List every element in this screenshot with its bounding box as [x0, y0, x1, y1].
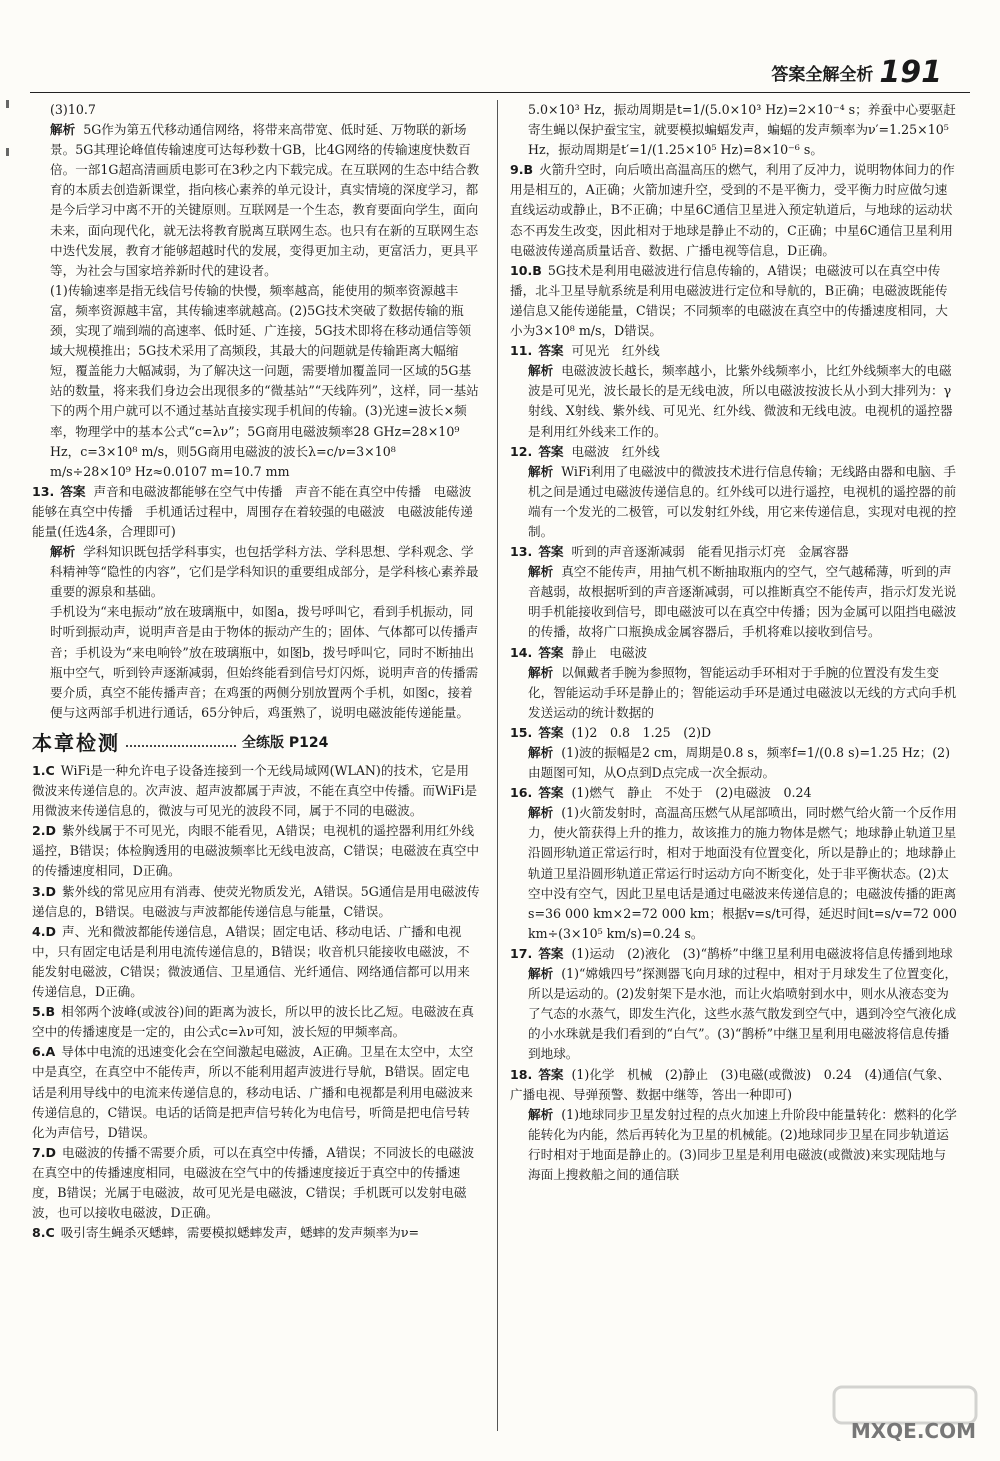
item-text: 紫外线的常见应用有消毒、使荧光物质发光，A错误。5G通信是用电磁波传递信息的，B错误。电磁波与声波都能传递信息与能量，C错误。	[32, 883, 480, 919]
answer-item	[32, 882, 480, 922]
answer-item	[510, 100, 958, 160]
item-text: WiFi是一种允许电子设备连接到一个无线局域网(WLAN)的技术，它是用微波来传递信息的。次声波、超声波都属于声波，不能在真空中传播。而WiFi是用微波来传递信息的，微波与可见光的波段不同，属于不同的电磁波。	[32, 763, 478, 819]
column-divider	[497, 100, 498, 1431]
item-text: 电磁波 红外线	[571, 443, 660, 459]
item-text: 可见光 红外线	[571, 343, 660, 359]
page-number: 191	[879, 54, 942, 90]
margin-marks	[6, 100, 14, 196]
answer-item	[510, 1065, 958, 1105]
answer-item	[32, 482, 480, 542]
item-tag: 答案	[538, 644, 564, 660]
question-number: 1.C	[32, 763, 55, 778]
item-text: WiFi利用了电磁波中的微波技术进行信息传输；无线路由器和电脑、手机之间是通过电磁波传递信息的。红外线可以进行遥控，电视机的遥控器的前端有一个发光的二极管，可以发射红外线，用它来传递信息，实现对电视的控制。	[528, 463, 957, 539]
question-number: 11.	[510, 343, 533, 359]
item-tag: 解析	[528, 1106, 554, 1122]
item-tag: 答案	[538, 343, 564, 359]
question-number: 7.D	[32, 1144, 57, 1160]
answer-item	[32, 120, 480, 281]
answer-item	[510, 462, 958, 542]
answer-item	[510, 361, 958, 441]
question-number: 10.B	[510, 262, 542, 278]
item-text: 静止 电磁波	[571, 644, 648, 660]
header-title: 答案全解全析	[771, 64, 874, 85]
item-tag: 答案	[538, 544, 564, 560]
question-number: 16.	[510, 785, 533, 801]
answer-item	[32, 602, 480, 723]
item-text: (1)传输速率是指无线信号传输的快慢，频率越高，能使用的频率资源越丰富，频率资源越丰富，其传输速率就越高。(2)5G技术突破了数据传输的瓶颈，实现了端到端的高速率、低时延、广连接，5G技术即将在移动通信等领域大规模推出；5G技术采用了高频段，其最大的问题就是传输距离大幅缩短，覆盖能力大幅减弱，为了解决这一问题，需要增加覆盖同一区域的5G基站的数量，将来我们身边会出现很多的“微基站”“天线阵列”，这样，同一基站下的两个用户就可以不通过基站直接实现手机间的传输。(3)光速=波长×频率，物理学中的基本公式“c=λν”；5G商用电磁波频率28 GHz=28×10⁹ Hz，c=3×10⁸ m/s，则5G商用电磁波的波长λ=c/ν=3×10⁸ m/s÷28×10⁹ Hz≈0.0107 m=10.7 mm	[50, 282, 479, 479]
item-text: 吸引寄生蝇杀灭蟋蟀，需要模拟蟋蟀发声，蟋蟀的发声频率为ν=	[60, 1225, 420, 1241]
item-text: 听到的声音逐渐减弱 能看见指示灯亮 金属容器	[571, 544, 849, 560]
answer-item	[510, 643, 958, 663]
answer-item	[510, 542, 958, 562]
item-tag: 答案	[538, 1066, 564, 1082]
answer-item	[510, 160, 958, 260]
item-tag: 解析	[50, 122, 76, 138]
item-text: 真空不能传声，用抽气机不断抽取瓶内的空气，空气越稀薄，听到的声音越弱，故根据听到的声音逐渐减弱，可以推断真空不能传声，指示灯发光说明手机能接收到信号，即电磁波可以在真空中传播；因为金属可以阻挡电磁波的传播，故将广口瓶换成金属容器后，手机将难以接收到信号。	[528, 564, 957, 640]
answer-item	[510, 783, 958, 803]
item-tag: 答案	[538, 443, 564, 459]
item-text: 学科知识既包括学科事实，也包括学科方法、学科思想、学科观念、学科精神等“隐性的内容”，它们是学科知识的重要组成部分，是学科核心素养最重要的源泉和基础。	[50, 544, 479, 600]
answer-item	[32, 1042, 480, 1142]
answer-item	[32, 1143, 480, 1223]
right-column	[510, 100, 958, 1185]
question-number: 13.	[32, 483, 55, 499]
question-number: 18.	[510, 1066, 533, 1082]
item-text: 火箭升空时，向后喷出高温高压的燃气，利用了反冲力，说明物体间力的作用是相互的，A正确；火箭加速升空，受到的不是平衡力，受平衡力时应做匀速直线运动或静止，B不正确；中星6C通信卫星进入预定轨道后，与地球的运动状态不再发生改变，因此相对于地球是静止不动的，C正确；中星6C通信卫星利用电磁波传递高质量话音、数据、广播电视等信息，D正确。	[510, 162, 955, 258]
item-tag: 答案	[60, 483, 86, 499]
watermark-text: MXQE.COM	[850, 1419, 976, 1443]
question-number: 9.B	[510, 162, 534, 178]
item-text: (3)10.7	[50, 102, 96, 117]
answer-item	[510, 964, 958, 1064]
answer-item	[32, 100, 480, 120]
section-ref: 全练版 P124	[242, 734, 329, 751]
item-text: 声音和电磁波都能够在空气中传播 声音不能在真空中传播 电磁波能够在真空中传播 手机通话过程中，周围存在着较强的电磁波 电磁波能传递能量(任选4条，合理即可)	[32, 483, 473, 539]
answer-item	[510, 743, 958, 783]
item-text: (1)运动 (2)液化 (3)“鹊桥”中继卫星利用电磁波将信息传播到地球	[571, 945, 953, 961]
item-text: 5G技术是利用电磁波进行信息传输的，A错误；电磁波可以在真空中传播，北斗卫星导航系统是利用电磁波进行定位和导航的，B正确；电磁波既能传递信息又能传递能量，C错误；不同频率的电磁波在真空中的传播速度相同，大小为3×10⁸ m/s，D错误。	[510, 262, 948, 339]
answer-item	[510, 261, 958, 341]
item-tag: 解析	[528, 664, 554, 680]
item-text: (1)火箭发射时，高温高压燃气从尾部喷出，同时燃气给火箭一个反作用力，使火箭获得上升的推力，故该推力的施力物体是燃气；地球静止轨道卫星沿圆形轨道正常运行时，相对于地面没有位置变化，所以是静止的；地球静止轨道卫星沿圆形轨道正常运行时运动方向不断变化，处于非平衡状态。(2)太空中没有空气，因此卫星电话是通过电磁波来传递信息的；电磁波传播的距离s=36 000 km×2=72 000 km；根据v=s/t可得，延迟时间t=s/v=72 000 km÷(3×10⁵ km/s)=0.24 s。	[528, 805, 957, 941]
answer-item	[510, 442, 958, 462]
left-column	[32, 100, 480, 1243]
answer-item	[32, 1002, 480, 1042]
question-number: 4.D	[32, 923, 57, 939]
item-tag: 解析	[528, 564, 554, 580]
item-tag: 解析	[528, 805, 554, 821]
item-text: (1)2 0.8 1.25 (2)D	[571, 724, 712, 740]
item-tag: 解析	[528, 463, 554, 479]
item-text: 紫外线属于不可见光，肉眼不能看见，A错误；电视机的遥控器利用红外线遥控，B错误；体检胸透用的电磁波频率比无线电波高，C错误；电磁波在真空中的传播速度相同，D正确。	[32, 823, 480, 879]
section-heading	[32, 730, 480, 755]
item-text: (1)燃气 静止 不处于 (2)电磁波 0.24	[571, 785, 812, 801]
item-text: 电磁波的传播不需要介质，可以在真空中传播，A错误；不同波长的电磁波在真空中的传播速度相同，电磁波在空气中的传播速度接近于真空中的传播速度，B错误；光属于电磁波，故可见光是电磁波，C错误；手机既可以发射电磁波，也可以接收电磁波，D正确。	[32, 1144, 475, 1221]
answer-item	[32, 761, 480, 821]
item-text: 电磁波波长越长，频率越小，比紫外线频率小，比红外线频率大的电磁波是可见光，波长最长的是无线电波，所以电磁波按波长从小到大排列为：γ射线、X射线、紫外线、可见光、红外线、微波和无线电波。电视机的遥控器是利用红外线来工作的。	[528, 363, 953, 439]
answer-item	[510, 341, 958, 361]
item-text: 手机设为“来电振动”放在玻璃瓶中，如图a，拨号呼叫它，看到手机振动，同时听到振动声，说明声音是由于物体的振动产生的；固体、气体都可以传播声音；手机设为“来电响铃”放在玻璃瓶中，如图b，拨号呼叫它，同时不断抽出瓶中空气，听到铃声逐渐减弱，但始终能看到信号灯闪烁，说明声音的传播需要介质，真空不能传播声音；在鸡蛋的两侧分别放置两个手机，如图c，接着便与这两部手机进行通话，65分钟后，鸡蛋熟了，说明电磁波能传递能量。	[50, 604, 479, 720]
section-dots	[126, 735, 236, 747]
answer-item	[32, 922, 480, 1002]
item-text: (1)“嫦娥四号”探测器飞向月球的过程中，相对于月球发生了位置变化，所以是运动的。(2)发射架下是水池，而让火焰喷射到水中，则水从液态变为了气态的水蒸气，即发生汽化，这些水蒸气散发到空气中，遇到冷空气液化成的小水珠就是我们看到的“白气”。(3)“鹊桥”中继卫星利用电磁波将信息传播到地球。	[528, 966, 958, 1062]
question-number: 2.D	[32, 823, 57, 839]
question-number: 15.	[510, 724, 533, 740]
answer-item	[32, 542, 480, 602]
question-number: 8.C	[32, 1225, 55, 1241]
item-text: (1)化学 机械 (2)静止 (3)电磁(或微波) 0.24 (4)通信(气象、广播电视、导弹预警、数据中继等，答出一种即可)	[510, 1066, 951, 1102]
question-number: 13.	[510, 544, 533, 560]
question-number: 14.	[510, 644, 533, 660]
item-tag: 答案	[538, 945, 564, 961]
header-rule	[30, 92, 970, 93]
page-header	[771, 54, 942, 90]
item-text: 以佩戴者手腕为参照物，智能运动手环相对于手腕的位置没有发生变化，智能运动手环是静止的；智能运动手环是通过电磁波以无线的方式向手机发送运动的统计数据的	[528, 664, 957, 720]
question-number: 6.A	[32, 1044, 56, 1060]
item-tag: 解析	[528, 966, 554, 982]
item-text: 相邻两个波峰(或波谷)间的距离为波长，所以甲的波长比乙短。电磁波在真空中的传播速度是一定的，由公式c=λν可知，波长短的甲频率高。	[32, 1004, 474, 1040]
item-tag: 解析	[528, 745, 554, 760]
item-tag: 解析	[50, 544, 76, 560]
answer-item	[510, 944, 958, 964]
item-text: 声、光和微波都能传递信息，A错误；固定电话、移动电话、广播和电视中，只有固定电话是利用电流传递信息的，B错误；收音机只能接收电磁波，不能发射电磁波，C错误；微波通信、卫星通信、光纤通信、网络通信都可以用来传递信息，D正确。	[32, 923, 470, 1000]
question-number: 17.	[510, 945, 533, 961]
answer-item	[510, 803, 958, 944]
answer-item	[510, 663, 958, 723]
item-text: (1)地球同步卫星发射过程的点火加速上升阶段中能量转化：燃料的化学能转化为内能，然后再转化为卫星的机械能。(2)地球同步卫星在同步轨道运行时相对于地面是静止的。(3)同步卫星是利用电磁波(或微波)来实现陆地与海面上搜救船之间的通信联	[528, 1106, 957, 1182]
answer-item	[510, 723, 958, 743]
answer-item	[32, 281, 480, 482]
section-title: 本章检测	[32, 730, 120, 755]
question-number: 12.	[510, 443, 533, 459]
item-text: (1)波的振幅是2 cm，周期是0.8 s，频率f=1/(0.8 s)=1.25 Hz；(2)由题图可知，从O点到D点完成一次全振动。	[528, 745, 951, 781]
item-tag: 解析	[528, 363, 554, 379]
item-text: 导体中电流的迅速变化会在空间激起电磁波，A正确。卫星在太空中，太空中是真空，在真空中不能传声，所以不能利用超声波进行导航，B错误。固定电话是利用导线中的电流来传递信息的，移动电话、广播和电视都是利用电磁波来传递信息的，C错误。电话的话筒是把声信号转化为电信号，听筒是把电信号转化为声信号，D错误。	[32, 1044, 474, 1140]
item-text: 5.0×10³ Hz，振动周期是t=1/(5.0×10³ Hz)=2×10⁻⁴ s；养蚕中心要驱赶寄生蝇以保护蚕宝宝，就要模拟蝙蝠发声，蝙蝠的发声频率为ν′=1.25×10⁵ Hz，振动周期是t′=1/(1.25×10⁵ Hz)=8×10⁻⁶ s。	[528, 102, 956, 158]
answer-item	[32, 1223, 480, 1243]
question-number: 5.B	[32, 1004, 56, 1020]
answer-item	[510, 1105, 958, 1185]
item-text: 5G作为第五代移动通信网络，将带来高带宽、低时延、万物联的新场景。5G其理论峰值传输速度可达每秒数十GB，比4G网络的传输速度快数百倍。一部1G超高清画质电影可在3秒之内下载完成。在互联网的生态中结合教育的本质去创造新课堂，指向核心素养的单元设计，真实情境的深度学习，都是今后学习中离不开的关键原则。互联网是一个生态，教育要面向学生，面向未来，面向现代化，就无法将教育脱离互联网生态。也只有在新的互联网生态中迭代发展，教育才能够超越时代的发展，变得更加主动，更富活力，更具平等，为社会与国家培养新时代的建设者。	[50, 122, 480, 278]
item-tag: 答案	[538, 724, 564, 740]
question-number: 3.D	[32, 883, 57, 899]
answer-item	[510, 562, 958, 642]
item-tag: 答案	[538, 785, 564, 801]
answer-item	[32, 821, 480, 881]
